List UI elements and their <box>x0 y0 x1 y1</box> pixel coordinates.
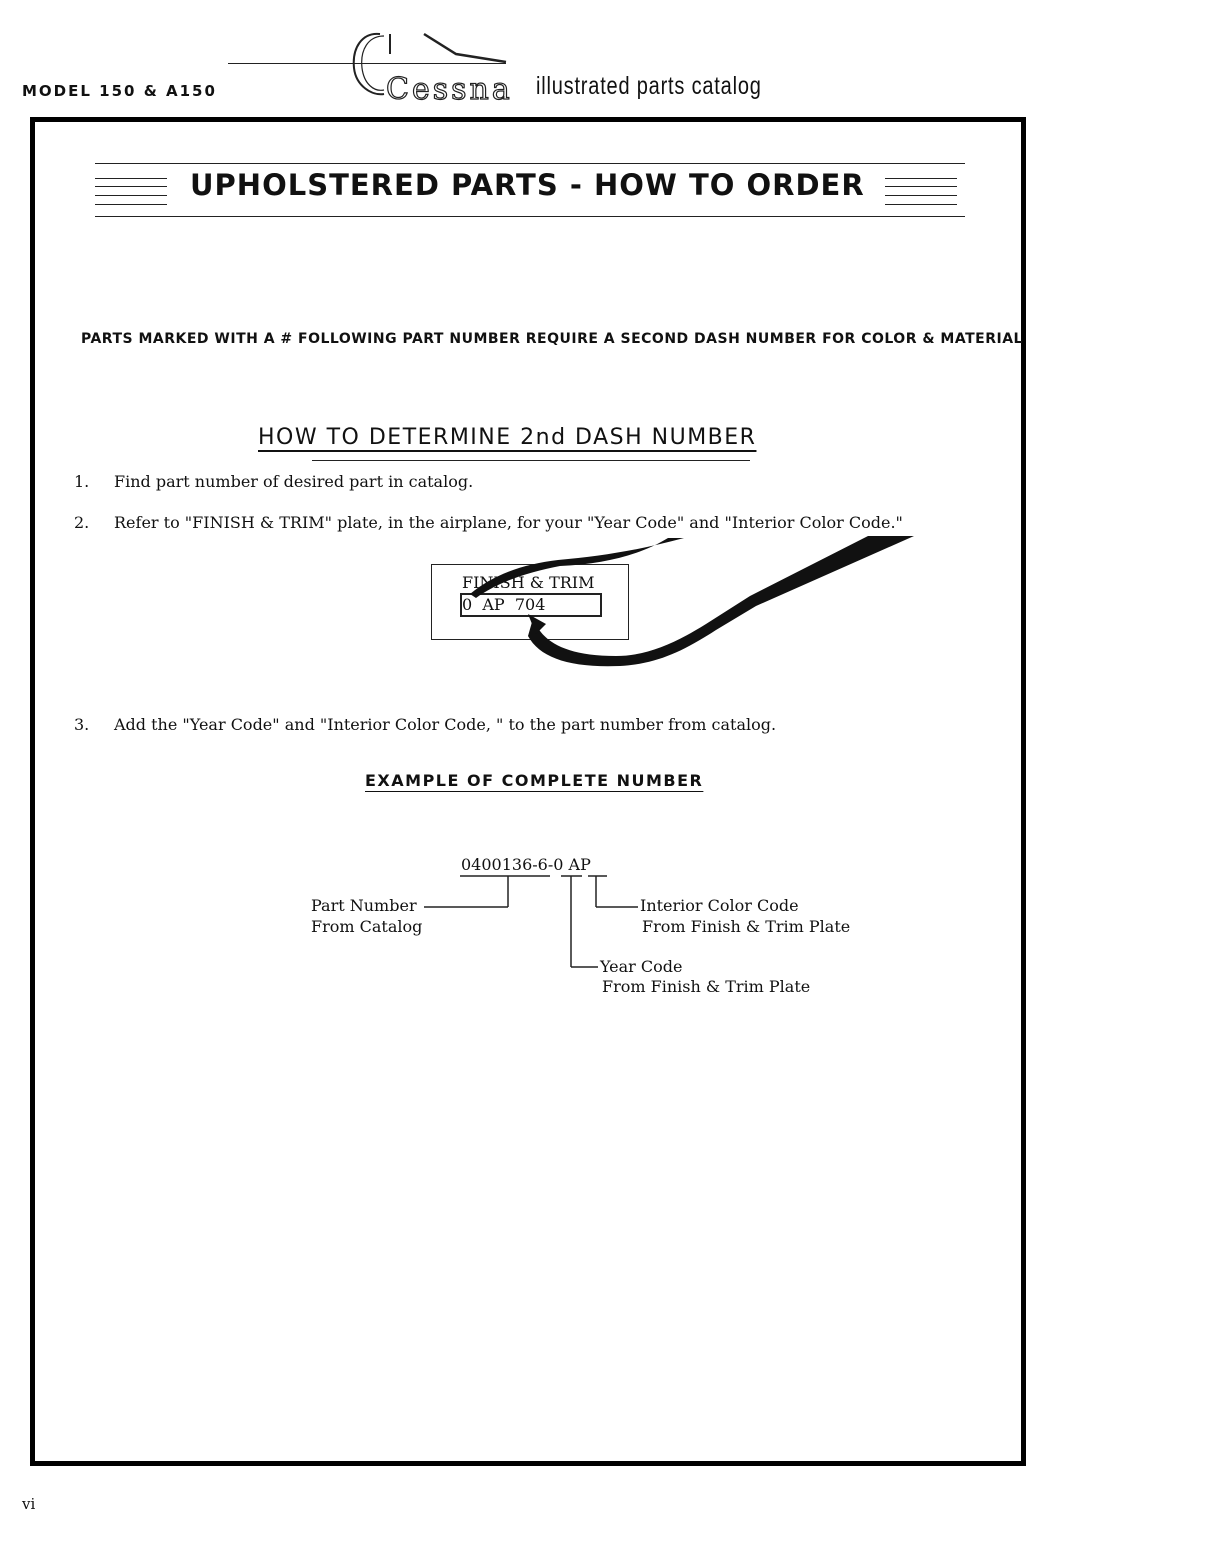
section-title: HOW TO DETERMINE 2nd DASH NUMBER <box>258 425 757 450</box>
year-code-label: Year Code <box>600 957 683 976</box>
page-title: UPHOLSTERED PARTS - HOW TO ORDER <box>190 168 865 202</box>
example-number: 0400136-6-0 AP <box>461 855 591 874</box>
notice-text: PARTS MARKED WITH A # FOLLOWING PART NUMBER REQUIRE A SECOND DASH NUMBER FOR COLOR & MATERIAL <box>81 331 1023 347</box>
model-label: MODEL 150 & A150 <box>22 82 217 100</box>
brand-name: Cessna <box>386 72 513 107</box>
color-code-sub: From Finish & Trim Plate <box>642 917 851 936</box>
step-3-number: 3. <box>74 715 90 734</box>
plate-label: FINISH & TRIM <box>462 573 595 592</box>
year-code-sub: From Finish & Trim Plate <box>602 977 811 996</box>
catalog-title: illustrated parts catalog <box>536 72 762 100</box>
section-rule <box>312 460 750 461</box>
color-code-label: Interior Color Code <box>640 896 799 915</box>
part-number-sub: From Catalog <box>311 917 423 936</box>
page-frame <box>30 117 1026 1466</box>
pointer-arrows-icon <box>420 530 920 680</box>
plate-code: 0 AP 704 <box>460 593 602 617</box>
page-number: vi <box>22 1495 36 1513</box>
step-2-number: 2. <box>74 513 90 532</box>
step-1-text: Find part number of desired part in catalog. <box>114 472 474 491</box>
part-number-label: Part Number <box>311 896 417 915</box>
step-2-text: Refer to "FINISH & TRIM" plate, in the airplane, for your "Year Code" and "Interior Color Code." <box>114 513 903 532</box>
step-1-number: 1. <box>74 472 90 491</box>
example-title: EXAMPLE OF COMPLETE NUMBER <box>365 771 704 790</box>
step-3-text: Add the "Year Code" and "Interior Color Code, " to the part number from catalog. <box>114 715 777 734</box>
